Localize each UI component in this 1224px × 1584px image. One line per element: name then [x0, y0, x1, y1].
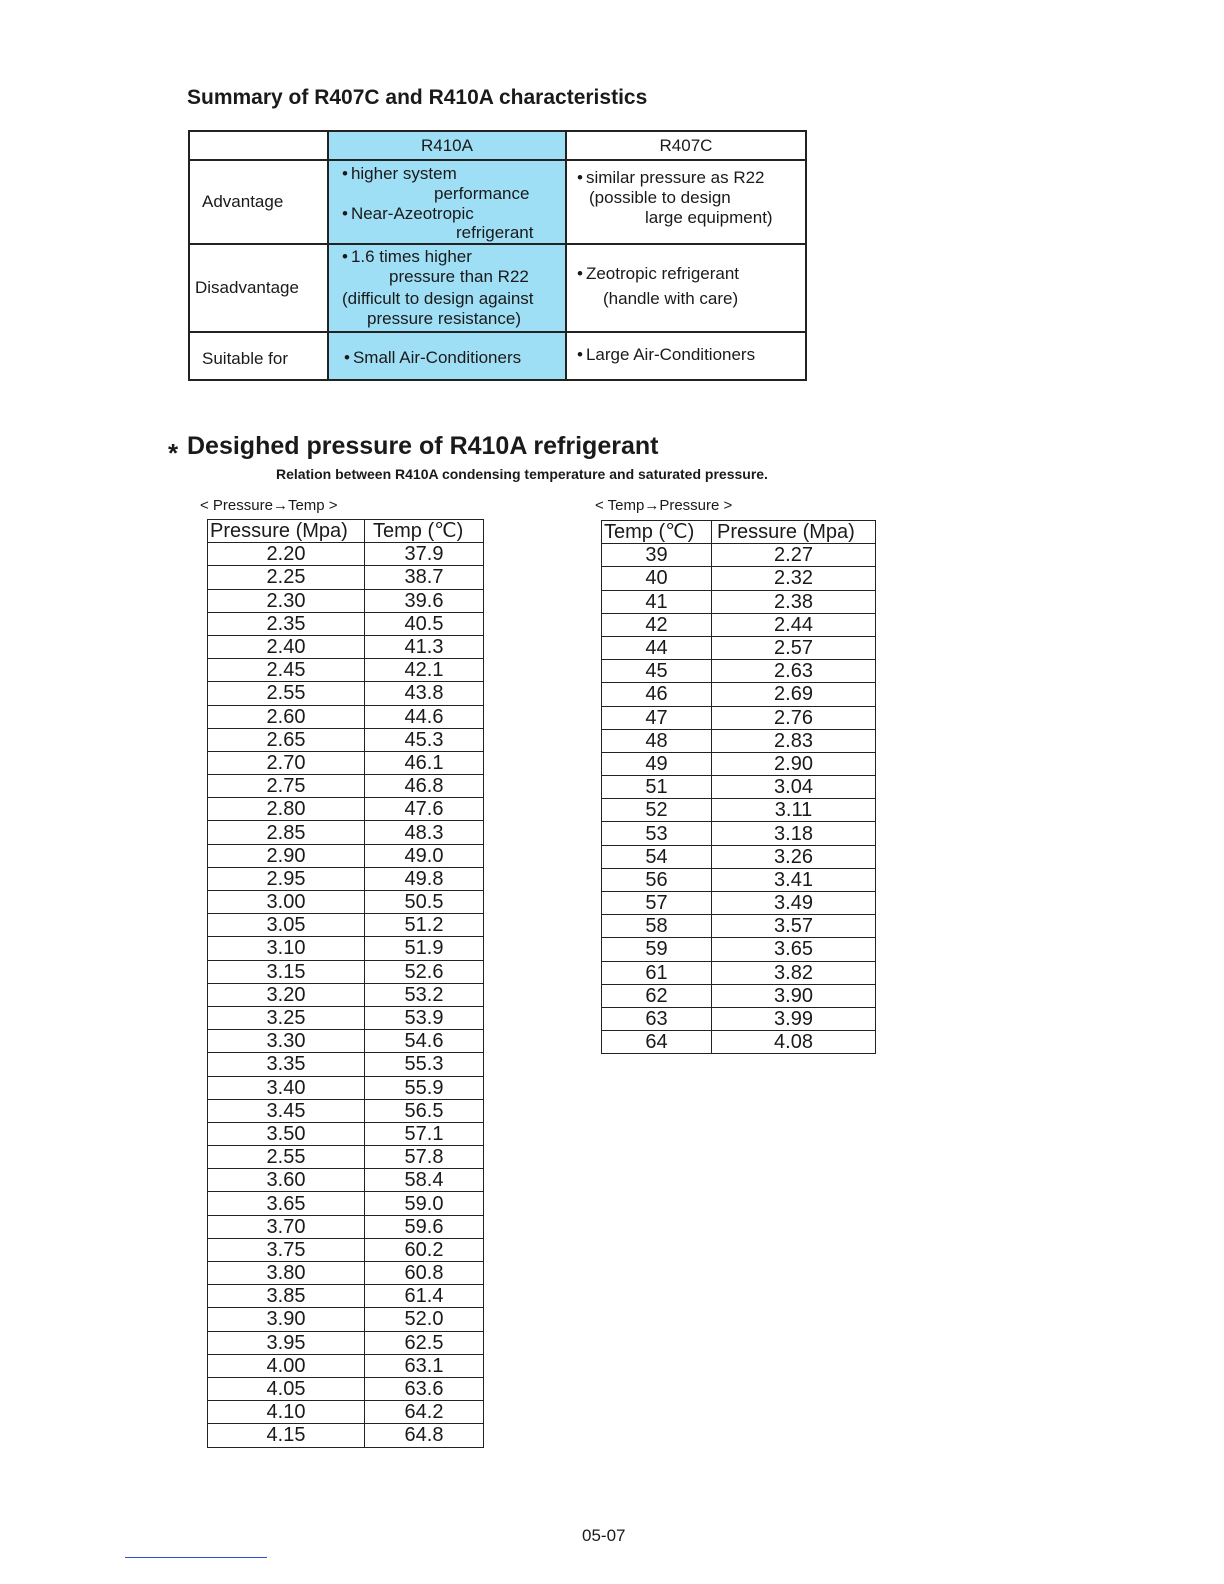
pressure-column-header: Pressure (Mpa) [208, 520, 365, 543]
table-row [208, 589, 484, 612]
table-cell: 46.1 [365, 751, 484, 774]
table-row [208, 1192, 484, 1215]
table-cell: 3.04 [712, 776, 876, 799]
advantage-r410a-line2: performance [434, 183, 530, 203]
table-cell: 55.3 [365, 1053, 484, 1076]
table-cell: 3.35 [208, 1053, 365, 1076]
table-cell: 3.15 [208, 960, 365, 983]
table-cell: 52.6 [365, 960, 484, 983]
table-cell: 50.5 [365, 891, 484, 914]
table-cell: 3.25 [208, 1006, 365, 1029]
temp-pressure-label: < Temp→Pressure > [595, 497, 733, 514]
table-row [208, 682, 484, 705]
table-cell: 51.2 [365, 914, 484, 937]
table-cell: 2.76 [712, 706, 876, 729]
advantage-r410a-line3: • Near-Azeotropic [342, 204, 555, 224]
table-cell: 3.05 [208, 914, 365, 937]
table-cell: 63.1 [365, 1354, 484, 1377]
table-cell: 2.69 [712, 683, 876, 706]
table-row [602, 1007, 876, 1030]
temp-column-header: Temp (℃) [602, 521, 712, 544]
table-cell: 2.38 [712, 590, 876, 613]
table-cell: 63.6 [365, 1377, 484, 1400]
table-row [208, 1169, 484, 1192]
table-cell: 63 [602, 1007, 712, 1030]
table-cell: 62.5 [365, 1331, 484, 1354]
table-row [602, 892, 876, 915]
table-cell: 47 [602, 706, 712, 729]
table-cell: 56.5 [365, 1099, 484, 1122]
table-cell: 52.0 [365, 1308, 484, 1331]
advantage-r407c-line2: (possible to design [589, 188, 731, 207]
table-cell: 44.6 [365, 705, 484, 728]
table-cell: 38.7 [365, 566, 484, 589]
table-cell: 48 [602, 729, 712, 752]
table-row [208, 1262, 484, 1285]
table-cell: 2.25 [208, 566, 365, 589]
table-cell: 2.90 [208, 844, 365, 867]
table-row [602, 590, 876, 613]
table-cell: 2.44 [712, 613, 876, 636]
temp-column-header: Temp (℃) [365, 520, 484, 543]
table-cell: 2.75 [208, 775, 365, 798]
table-cell: 42 [602, 613, 712, 636]
table-row [602, 845, 876, 868]
summary-corner-cell [189, 131, 328, 160]
disadvantage-label: Disadvantage [189, 244, 328, 332]
asterisk-marker: * [168, 438, 179, 468]
table-cell: 4.15 [208, 1424, 365, 1447]
table-cell: 2.80 [208, 798, 365, 821]
table-cell: 2.65 [208, 728, 365, 751]
table-cell: 59.0 [365, 1192, 484, 1215]
table-row [602, 729, 876, 752]
table-cell: 57.8 [365, 1146, 484, 1169]
table-cell: 53.2 [365, 983, 484, 1006]
disadvantage-r410a-line1: • 1.6 times higher [342, 247, 555, 267]
table-cell: 3.00 [208, 891, 365, 914]
table-cell: 2.57 [712, 636, 876, 659]
pressure-temp-label: < Pressure→Temp > [200, 497, 338, 514]
advantage-r410a-line4: refrigerant [456, 222, 534, 242]
table-cell: 3.50 [208, 1122, 365, 1145]
table-cell: 2.85 [208, 821, 365, 844]
table-cell: 60.2 [365, 1238, 484, 1261]
table-cell: 4.08 [712, 1031, 876, 1054]
table-cell: 61 [602, 961, 712, 984]
table-cell: 45.3 [365, 728, 484, 751]
table-row [208, 960, 484, 983]
suitable-r410a-text: • Small Air-Conditioners [344, 348, 521, 367]
table-row [208, 891, 484, 914]
table-row [208, 1331, 484, 1354]
table-row [208, 1053, 484, 1076]
disadvantage-row [189, 244, 806, 332]
table-row [208, 798, 484, 821]
table-cell: 3.90 [712, 984, 876, 1007]
table-row [208, 635, 484, 658]
table-cell: 40 [602, 567, 712, 590]
table-cell: 3.99 [712, 1007, 876, 1030]
table-cell: 59.6 [365, 1215, 484, 1238]
table-cell: 4.05 [208, 1377, 365, 1400]
table-row [208, 1076, 484, 1099]
table-row [602, 660, 876, 683]
table-row [208, 1215, 484, 1238]
table-cell: 3.45 [208, 1099, 365, 1122]
table-cell: 62 [602, 984, 712, 1007]
table-cell: 2.30 [208, 589, 365, 612]
table-cell: 48.3 [365, 821, 484, 844]
table-cell: 59 [602, 938, 712, 961]
table-cell: 2.55 [208, 1146, 365, 1169]
table-cell: 2.20 [208, 543, 365, 566]
table-cell: 40.5 [365, 612, 484, 635]
table-row [602, 636, 876, 659]
table-row [208, 543, 484, 566]
table-row [208, 566, 484, 589]
r410a-column-header: R410A [328, 131, 566, 160]
table-cell: 3.11 [712, 799, 876, 822]
table-row [208, 1122, 484, 1145]
advantage-row [189, 160, 806, 244]
table-cell: 64.8 [365, 1424, 484, 1447]
temp-pressure-body [602, 544, 876, 1054]
table-cell: 3.60 [208, 1169, 365, 1192]
table-cell: 49 [602, 752, 712, 775]
table-cell: 3.49 [712, 892, 876, 915]
table-row [602, 868, 876, 891]
disadvantage-r407c-line1: • Zeotropic refrigerant [577, 261, 795, 286]
advantage-r407c-cell [566, 160, 806, 244]
table-cell: 49.8 [365, 867, 484, 890]
table-cell: 42.1 [365, 659, 484, 682]
table-cell: 3.95 [208, 1331, 365, 1354]
table-cell: 53 [602, 822, 712, 845]
suitable-row [189, 332, 806, 380]
table-row [208, 728, 484, 751]
table-cell: 54.6 [365, 1030, 484, 1053]
table-row [602, 1031, 876, 1054]
table-cell: 3.18 [712, 822, 876, 845]
table-cell: 2.40 [208, 635, 365, 658]
table-row [602, 961, 876, 984]
table-cell: 3.57 [712, 915, 876, 938]
advantage-r407c-line3: large equipment) [645, 208, 773, 227]
disadvantage-r410a-line2: pressure than R22 [389, 267, 529, 286]
table-row [602, 938, 876, 961]
table-cell: 2.55 [208, 682, 365, 705]
table-row [208, 914, 484, 937]
footer-rule [125, 1557, 267, 1558]
table-cell: 41.3 [365, 635, 484, 658]
table-cell: 3.30 [208, 1030, 365, 1053]
suitable-r410a-cell [328, 332, 566, 380]
table-cell: 4.00 [208, 1354, 365, 1377]
table-cell: 3.75 [208, 1238, 365, 1261]
table-row [602, 544, 876, 567]
table-cell: 2.70 [208, 751, 365, 774]
table-row [208, 1285, 484, 1308]
table-cell: 3.41 [712, 868, 876, 891]
table-row [602, 915, 876, 938]
table-cell: 54 [602, 845, 712, 868]
design-pressure-subtitle: Relation between R410A condensing temperature and saturated pressure. [276, 466, 768, 482]
disadvantage-r410a-cell [328, 244, 566, 332]
table-row [208, 844, 484, 867]
disadvantage-r410a-line3: (difficult to design against [342, 289, 534, 308]
table-cell: 46.8 [365, 775, 484, 798]
table-cell: 53.9 [365, 1006, 484, 1029]
table-cell: 43.8 [365, 682, 484, 705]
summary-table [188, 130, 807, 381]
table-cell: 49.0 [365, 844, 484, 867]
table-cell: 2.27 [712, 544, 876, 567]
advantage-label: Advantage [189, 160, 328, 244]
table-row [208, 1238, 484, 1261]
table-cell: 60.8 [365, 1262, 484, 1285]
table-row [208, 751, 484, 774]
table-row [208, 659, 484, 682]
temp-pressure-header-row [602, 521, 876, 544]
table-cell: 2.60 [208, 705, 365, 728]
table-row [208, 937, 484, 960]
pressure-temp-table [207, 519, 484, 1448]
table-cell: 3.90 [208, 1308, 365, 1331]
pressure-column-header: Pressure (Mpa) [712, 521, 876, 544]
advantage-r410a-line1: • higher system [342, 164, 555, 184]
disadvantage-r410a-line4: pressure resistance) [367, 309, 522, 328]
summary-header-row [189, 131, 806, 160]
advantage-r410a-cell [328, 160, 566, 244]
table-cell: 3.82 [712, 961, 876, 984]
table-row [602, 799, 876, 822]
table-cell: 58.4 [365, 1169, 484, 1192]
table-row [208, 1006, 484, 1029]
table-row [208, 867, 484, 890]
table-cell: 51.9 [365, 937, 484, 960]
table-cell: 41 [602, 590, 712, 613]
table-cell: 3.10 [208, 937, 365, 960]
table-row [208, 1099, 484, 1122]
table-row [602, 613, 876, 636]
table-cell: 3.26 [712, 845, 876, 868]
table-row [208, 612, 484, 635]
table-cell: 2.90 [712, 752, 876, 775]
table-row [602, 567, 876, 590]
table-cell: 58 [602, 915, 712, 938]
table-cell: 64 [602, 1031, 712, 1054]
table-cell: 2.63 [712, 660, 876, 683]
table-cell: 56 [602, 868, 712, 891]
table-cell: 2.45 [208, 659, 365, 682]
table-row [208, 705, 484, 728]
table-cell: 4.10 [208, 1401, 365, 1424]
table-row [602, 984, 876, 1007]
table-cell: 44 [602, 636, 712, 659]
table-cell: 57 [602, 892, 712, 915]
suitable-r407c-text: • Large Air-Conditioners [577, 345, 755, 364]
table-cell: 3.80 [208, 1262, 365, 1285]
table-row [208, 983, 484, 1006]
table-cell: 46 [602, 683, 712, 706]
disadvantage-r407c-cell [566, 244, 806, 332]
table-cell: 39 [602, 544, 712, 567]
table-cell: 3.65 [208, 1192, 365, 1215]
table-cell: 3.40 [208, 1076, 365, 1099]
table-cell: 51 [602, 776, 712, 799]
table-row [208, 1354, 484, 1377]
temp-pressure-table [601, 520, 876, 1054]
table-cell: 61.4 [365, 1285, 484, 1308]
table-row [208, 1401, 484, 1424]
table-row [602, 706, 876, 729]
table-row [208, 1424, 484, 1447]
table-cell: 37.9 [365, 543, 484, 566]
disadvantage-r407c-line2: (handle with care) [603, 289, 739, 308]
table-cell: 52 [602, 799, 712, 822]
table-cell: 2.35 [208, 612, 365, 635]
table-row [602, 776, 876, 799]
advantage-r407c-line1: • similar pressure as R22 [577, 168, 795, 188]
design-pressure-title: Desighed pressure of R410A refrigerant [187, 432, 659, 460]
table-cell: 3.65 [712, 938, 876, 961]
table-row [208, 1146, 484, 1169]
table-cell: 2.32 [712, 567, 876, 590]
table-row [602, 752, 876, 775]
table-cell: 57.1 [365, 1122, 484, 1145]
table-cell: 64.2 [365, 1401, 484, 1424]
table-cell: 3.70 [208, 1215, 365, 1238]
table-cell: 47.6 [365, 798, 484, 821]
table-row [208, 821, 484, 844]
r407c-column-header: R407C [566, 131, 806, 160]
table-row [602, 683, 876, 706]
table-row [208, 1377, 484, 1400]
table-cell: 45 [602, 660, 712, 683]
summary-title: Summary of R407C and R410A characteristics [187, 86, 648, 109]
pressure-temp-body [208, 543, 484, 1447]
table-cell: 39.6 [365, 589, 484, 612]
table-row [208, 775, 484, 798]
table-row [602, 822, 876, 845]
table-row [208, 1308, 484, 1331]
table-cell: 55.9 [365, 1076, 484, 1099]
page-number: 05-07 [582, 1526, 626, 1545]
suitable-r407c-cell [566, 332, 806, 380]
pressure-temp-header-row [208, 520, 484, 543]
table-cell: 3.20 [208, 983, 365, 1006]
suitable-label: Suitable for [189, 332, 328, 380]
table-cell: 2.95 [208, 867, 365, 890]
table-cell: 2.83 [712, 729, 876, 752]
table-row [208, 1030, 484, 1053]
table-cell: 3.85 [208, 1285, 365, 1308]
